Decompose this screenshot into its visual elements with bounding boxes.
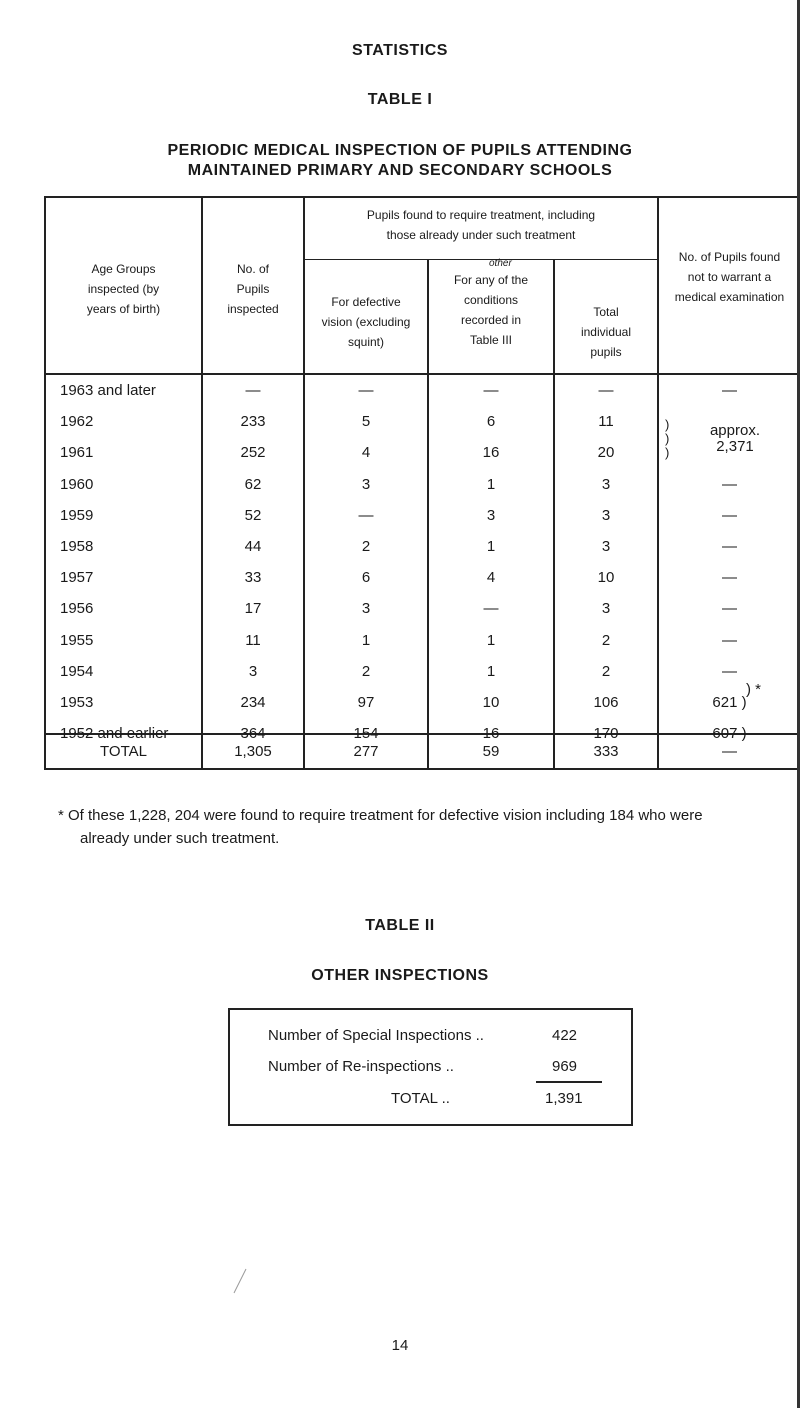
cell-not-warrant: — bbox=[722, 663, 737, 680]
cell-other: 16 bbox=[482, 444, 500, 461]
cell-vision: 3 bbox=[361, 476, 371, 493]
cell-year: 1960 bbox=[60, 476, 94, 493]
cell-year: 1959 bbox=[60, 507, 94, 524]
cell-vision: 154 bbox=[353, 725, 379, 742]
header-no-of-pupils: No. of Pupils inspected bbox=[227, 262, 279, 316]
cell-other: 1 bbox=[486, 476, 496, 493]
cell-total: 2 bbox=[601, 663, 611, 680]
cell-total: 10 bbox=[597, 569, 615, 586]
cell-inspected: — bbox=[245, 382, 261, 399]
cell-year: 1957 bbox=[60, 569, 94, 586]
cell-inspected: 3 bbox=[248, 663, 258, 680]
cell-not-warrant: — bbox=[722, 600, 737, 617]
cell-vision: 2 bbox=[361, 538, 371, 555]
cell-other: 1 bbox=[486, 538, 496, 555]
header-not-warrant: No. of Pupils found not to warrant a medical examination bbox=[674, 250, 785, 304]
cell-other: 6 bbox=[486, 413, 496, 430]
total-other: 59 bbox=[482, 743, 500, 760]
cell-year: 1955 bbox=[60, 632, 94, 649]
table2-title: OTHER INSPECTIONS bbox=[311, 967, 489, 984]
cell-year: 1953 bbox=[60, 694, 94, 711]
cell-not-warrant: — bbox=[722, 476, 737, 493]
total-inspected: 1,305 bbox=[234, 743, 272, 760]
cell-total: 11 bbox=[598, 413, 614, 430]
cell-vision: 5 bbox=[361, 413, 371, 430]
cell-other: 3 bbox=[486, 507, 496, 524]
cell-vision: — bbox=[358, 382, 374, 399]
cell-vision: — bbox=[358, 507, 374, 524]
special-inspections-label: Number of Special Inspections .. bbox=[268, 1027, 484, 1044]
cell-not-warrant: — bbox=[722, 507, 737, 524]
header-age-groups: Age Groups inspected (by years of birth) bbox=[86, 262, 161, 316]
cell-year: 1952 and earlier bbox=[60, 725, 169, 742]
special-inspections-value: 422 bbox=[552, 1027, 578, 1044]
cell-inspected: 62 bbox=[244, 476, 262, 493]
cell-not-warrant: 621 ) bbox=[712, 694, 747, 711]
cell-inspected: 233 bbox=[240, 413, 266, 430]
cell-total: 3 bbox=[601, 476, 611, 493]
cell-other: 16 bbox=[482, 725, 500, 742]
cell-not-warrant: — bbox=[722, 382, 737, 399]
bracket-star: ) * bbox=[746, 681, 761, 698]
total-individual: 333 bbox=[593, 743, 619, 760]
cell-vision: 2 bbox=[361, 663, 371, 680]
table1-title-line1: PERIODIC MEDICAL INSPECTION OF PUPILS ATTENDING bbox=[167, 142, 633, 159]
cell-other: — bbox=[483, 600, 499, 617]
cell-inspected: 252 bbox=[240, 444, 266, 461]
cell-not-warrant: — bbox=[722, 632, 737, 649]
cell-vision: 6 bbox=[361, 569, 371, 586]
header-treatment-group: Pupils found to require treatment, including those already under such treatment bbox=[366, 208, 596, 242]
reinspections-label: Number of Re-inspections .. bbox=[268, 1058, 454, 1075]
reinspections-value: 969 bbox=[552, 1058, 578, 1075]
sum-rule bbox=[536, 1081, 602, 1083]
cell-total: 106 bbox=[593, 694, 619, 711]
approx-note: approx. 2,371 bbox=[709, 422, 761, 455]
page-heading: STATISTICS bbox=[352, 42, 448, 59]
cell-total: 2 bbox=[601, 632, 611, 649]
cell-other: 1 bbox=[486, 663, 496, 680]
cell-vision: 3 bbox=[361, 600, 371, 617]
cell-year: 1956 bbox=[60, 600, 94, 617]
cell-other: 1 bbox=[486, 632, 496, 649]
header-any-conditions: For any of the other conditions recorded in Table III bbox=[453, 258, 529, 347]
cell-year: 1954 bbox=[60, 663, 94, 680]
cell-year: 1963 and later bbox=[60, 382, 156, 399]
table1-label: TABLE I bbox=[367, 91, 433, 108]
cell-total: 3 bbox=[601, 507, 611, 524]
cell-vision: 1 bbox=[361, 632, 371, 649]
cell-year: 1958 bbox=[60, 538, 94, 555]
total-label: TOTAL bbox=[100, 743, 147, 760]
cell-inspected: 11 bbox=[245, 632, 261, 649]
table2-total-label: TOTAL .. bbox=[391, 1090, 450, 1107]
cell-year: 1962 bbox=[60, 413, 94, 430]
table2-box bbox=[228, 1008, 633, 1126]
header-total-individual: Total individual pupils bbox=[580, 305, 632, 359]
table2-label: TABLE II bbox=[365, 917, 435, 934]
cell-inspected: 234 bbox=[240, 694, 266, 711]
cell-other: 4 bbox=[486, 569, 496, 586]
cell-total: 3 bbox=[601, 600, 611, 617]
cell-year: 1961 bbox=[60, 444, 94, 461]
cell-total: — bbox=[598, 382, 614, 399]
cell-other: 10 bbox=[482, 694, 500, 711]
footnote: * Of these 1,228, 204 were found to require treatment for defective vision including 184 who were already under such treatment. bbox=[58, 807, 703, 847]
cell-total: 3 bbox=[601, 538, 611, 555]
total-vision: 277 bbox=[353, 743, 379, 760]
cell-inspected: 33 bbox=[244, 569, 262, 586]
page-number: 14 bbox=[391, 1337, 409, 1354]
cell-not-warrant: — bbox=[722, 569, 737, 586]
cell-not-warrant: 607 ) bbox=[712, 725, 747, 742]
table2-total-value: 1,391 bbox=[545, 1090, 583, 1107]
table1-title-line2: MAINTAINED PRIMARY AND SECONDARY SCHOOLS bbox=[187, 162, 613, 179]
bracket-approx: ) ) ) bbox=[665, 417, 670, 460]
cell-inspected: 44 bbox=[244, 538, 262, 555]
cell-vision: 4 bbox=[361, 444, 371, 461]
stray-pen-mark bbox=[232, 1265, 252, 1295]
cell-total: 170 bbox=[593, 725, 619, 742]
cell-inspected: 364 bbox=[240, 725, 266, 742]
cell-inspected: 17 bbox=[244, 600, 262, 617]
cell-vision: 97 bbox=[357, 694, 375, 711]
total-not-warrant: — bbox=[722, 743, 737, 760]
cell-not-warrant: — bbox=[722, 538, 737, 555]
cell-inspected: 52 bbox=[244, 507, 262, 524]
handwritten-correction: other bbox=[489, 258, 512, 269]
header-defective-vision: For defective vision (excluding squint) bbox=[321, 295, 411, 349]
cell-total: 20 bbox=[597, 444, 615, 461]
cell-other: — bbox=[483, 382, 499, 399]
